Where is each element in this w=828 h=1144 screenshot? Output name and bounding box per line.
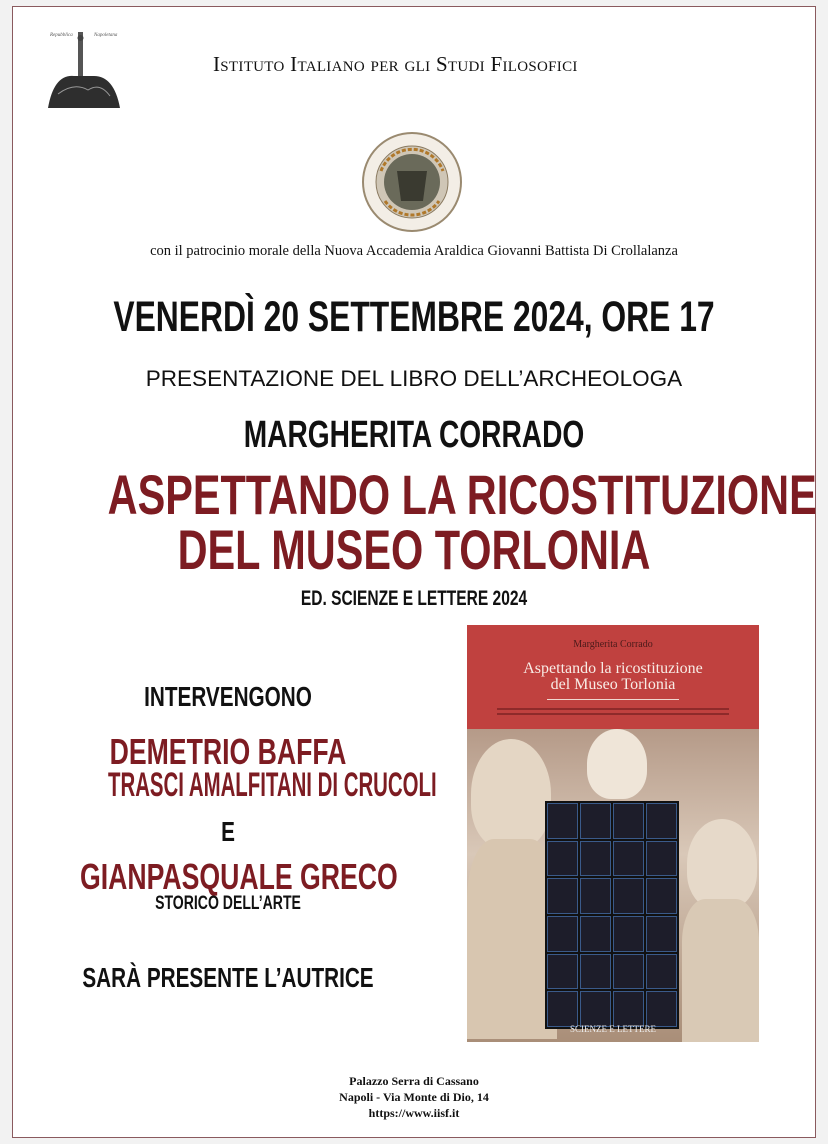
event-date: VENERDÌ 20 SETTEMBRE 2024, ORE 17 <box>113 293 715 341</box>
cover-subtitle <box>497 705 729 721</box>
speaker2-role: STORICO DELL’ARTE <box>155 893 301 914</box>
cover-title-line2: del Museo Torlonia <box>550 676 676 693</box>
venue-address: Napoli - Via Monte di Dio, 14 <box>339 1090 489 1104</box>
speaker1-name: DEMETRIO BAFFA <box>109 731 347 772</box>
academy-seal <box>361 131 463 233</box>
speakers-heading: INTERVENGONO <box>144 681 312 712</box>
cover-author: Margherita Corrado <box>573 639 653 650</box>
cover-divider <box>547 699 679 700</box>
institute-name: Istituto Italiano per gli Studi Filosofici <box>213 52 578 76</box>
cover-image <box>467 729 759 1042</box>
cover-portrait-grid <box>545 801 679 1029</box>
institute-logo <box>44 24 122 110</box>
book-cover <box>467 625 759 1042</box>
patronage-line: con il patrocinio morale della Nuova Accademia Araldica Giovanni Battista Di Crollalanza <box>150 243 678 259</box>
book-title-line1: ASPETTANDO LA RICOSTITUZIONE <box>107 463 817 526</box>
cover-title <box>467 661 759 693</box>
author-name: MARGHERITA CORRADO <box>243 414 585 456</box>
book-edition: ED. SCIENZE E LETTERE 2024 <box>300 587 528 610</box>
book-title-line2: DEL MUSEO TORLONIA <box>177 518 651 581</box>
cover-title-line1: Aspettando la ricostituzione <box>523 660 703 677</box>
conjunction: E <box>221 816 235 847</box>
speaker1-title: TRASCI AMALFITANI DI CRUCOLI <box>107 766 437 804</box>
cover-publisher: SCIENZE E LETTERE <box>570 1024 656 1034</box>
svg-text:Repubblica: Repubblica <box>50 33 73 38</box>
svg-text:Napoletana: Napoletana <box>94 33 118 38</box>
venue-name: Palazzo Serra di Cassano <box>349 1074 479 1088</box>
author-present-note: SARÀ PRESENTE L’AUTRICE <box>82 962 374 993</box>
speaker2-name: GIANPASQUALE GRECO <box>80 856 398 897</box>
website-link[interactable]: https://www.iisf.it <box>368 1106 460 1120</box>
presentation-label: PRESENTAZIONE DEL LIBRO DELL’ARCHEOLOGA <box>145 366 683 391</box>
footer <box>0 1073 828 1121</box>
